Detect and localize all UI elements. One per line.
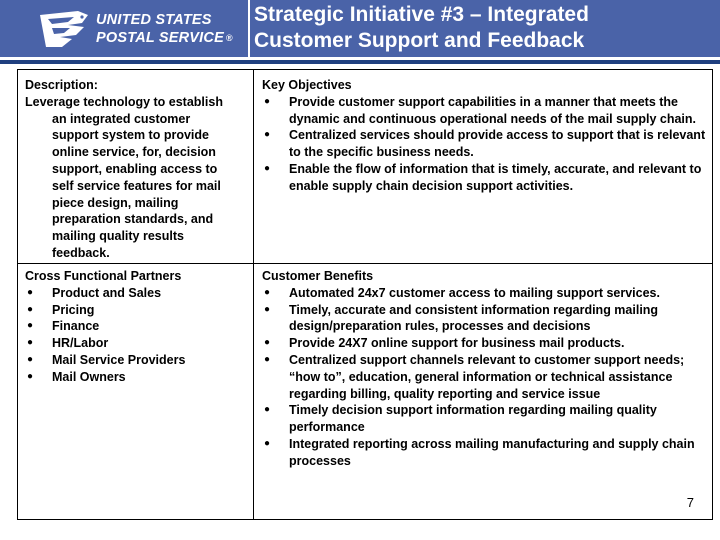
- bullet-icon: ●: [264, 404, 271, 416]
- bullet-icon: ●: [264, 129, 271, 141]
- partner-item: [25, 318, 251, 335]
- bullet-icon: ●: [27, 286, 34, 298]
- page-number: 7: [686, 495, 694, 510]
- title-line-1: Strategic Initiative #3 – Integrated: [254, 3, 589, 26]
- partner-item: [25, 285, 251, 302]
- eagle-icon: [38, 9, 90, 49]
- benefit-item-text: Automated 24x7 customer access to mailing support services.: [289, 285, 660, 300]
- description-label: Description:: [25, 78, 98, 92]
- benefits-list: [262, 285, 708, 470]
- logo-wordmark: [96, 11, 233, 47]
- objective-item: [262, 161, 708, 195]
- slide-header: [0, 0, 720, 60]
- bullet-icon: ●: [264, 337, 271, 349]
- bullet-icon: ●: [264, 437, 271, 449]
- benefit-item-text: Timely, accurate and consistent information regarding mailing design/preparation rules, processes and decisions: [289, 302, 659, 334]
- bullet-icon: ●: [27, 337, 34, 349]
- bullet-icon: ●: [27, 353, 34, 365]
- bullet-icon: ●: [264, 286, 271, 298]
- description-line: preparation standards, and: [52, 212, 214, 227]
- header-rule: [0, 60, 720, 64]
- partner-item-text: HR/Labor: [52, 336, 109, 351]
- description-line: self service features for mail: [52, 178, 221, 193]
- partner-item-text: Product and Sales: [52, 285, 162, 300]
- description-line: support system to provide: [52, 128, 209, 143]
- benefit-item: [262, 436, 708, 470]
- objective-item-text: Provide customer support capabilities in a manner that meets the dynamic and continuous operational needs of the mail supply chain.: [289, 94, 697, 126]
- objectives-list: [262, 94, 708, 195]
- description-line: piece design, mailing: [52, 195, 179, 210]
- title-banner: [250, 0, 720, 57]
- description-lead: Leverage technology to establish: [25, 94, 223, 109]
- partner-item: [25, 302, 251, 319]
- partner-item-text: Mail Owners: [52, 369, 126, 384]
- description-line: online service, for, decision: [52, 145, 216, 160]
- benefit-item-text: Integrated reporting across mailing manufacturing and supply chain processes: [289, 436, 695, 468]
- title-line-2: Customer Support and Feedback: [254, 29, 585, 52]
- row-divider: [18, 263, 712, 264]
- partner-item-text: Pricing: [52, 302, 95, 317]
- partner-item: [25, 369, 251, 386]
- objectives-cell: [262, 77, 708, 195]
- description-cell: [25, 77, 251, 262]
- partners-cell: [25, 268, 251, 386]
- page-title: [254, 2, 589, 54]
- bullet-icon: ●: [27, 370, 34, 382]
- benefits-label: Customer Benefits: [262, 269, 374, 283]
- description-line: mailing quality results: [52, 229, 184, 244]
- bullet-icon: ●: [27, 303, 34, 315]
- benefit-item-text: Timely decision support information regarding mailing quality performance: [289, 403, 657, 435]
- benefit-item: [262, 402, 708, 436]
- bullet-icon: ●: [264, 303, 271, 315]
- logo-line-2: POSTAL SERVICE ®: [96, 30, 233, 46]
- partner-item-text: Finance: [52, 319, 100, 334]
- partners-list: [25, 285, 251, 386]
- description-body: [25, 111, 251, 262]
- benefit-item: [262, 285, 708, 302]
- bullet-icon: ●: [264, 162, 271, 174]
- benefits-cell: [262, 268, 708, 470]
- description-line: support, enabling access to: [52, 161, 218, 176]
- benefit-item-text: Provide 24X7 online support for business mail products.: [289, 336, 625, 351]
- bullet-icon: ●: [264, 353, 271, 365]
- objective-item-text: Enable the flow of information that is timely, accurate, and relevant to enable supply chain decision support activities.: [289, 161, 702, 193]
- benefit-item: [262, 352, 708, 402]
- partner-item: [25, 335, 251, 352]
- usps-logo: [0, 0, 248, 57]
- partner-item-text: Mail Service Providers: [52, 352, 186, 367]
- description-line: an integrated customer: [52, 111, 191, 126]
- bullet-icon: ●: [264, 95, 271, 107]
- initiative-table: [17, 69, 713, 520]
- benefit-item-text: Centralized support channels relevant to customer support needs; “how to”, education, general information or technical assistance regarding billing, quality reporting and service issue: [289, 352, 685, 401]
- bullet-icon: ●: [27, 320, 34, 332]
- registered-mark: ®: [225, 33, 233, 43]
- column-divider: [253, 70, 254, 519]
- partner-item: [25, 352, 251, 369]
- partners-label: Cross Functional Partners: [25, 269, 182, 283]
- objective-item: [262, 127, 708, 161]
- objectives-label: Key Objectives: [262, 78, 352, 92]
- objective-item-text: Centralized services should provide access to support that is relevant to the specific business needs.: [289, 128, 706, 160]
- benefit-item: [262, 335, 708, 352]
- benefit-item: [262, 302, 708, 336]
- logo-line-1: UNITED STATES: [96, 12, 212, 28]
- description-line: feedback.: [52, 245, 110, 260]
- objective-item: [262, 94, 708, 128]
